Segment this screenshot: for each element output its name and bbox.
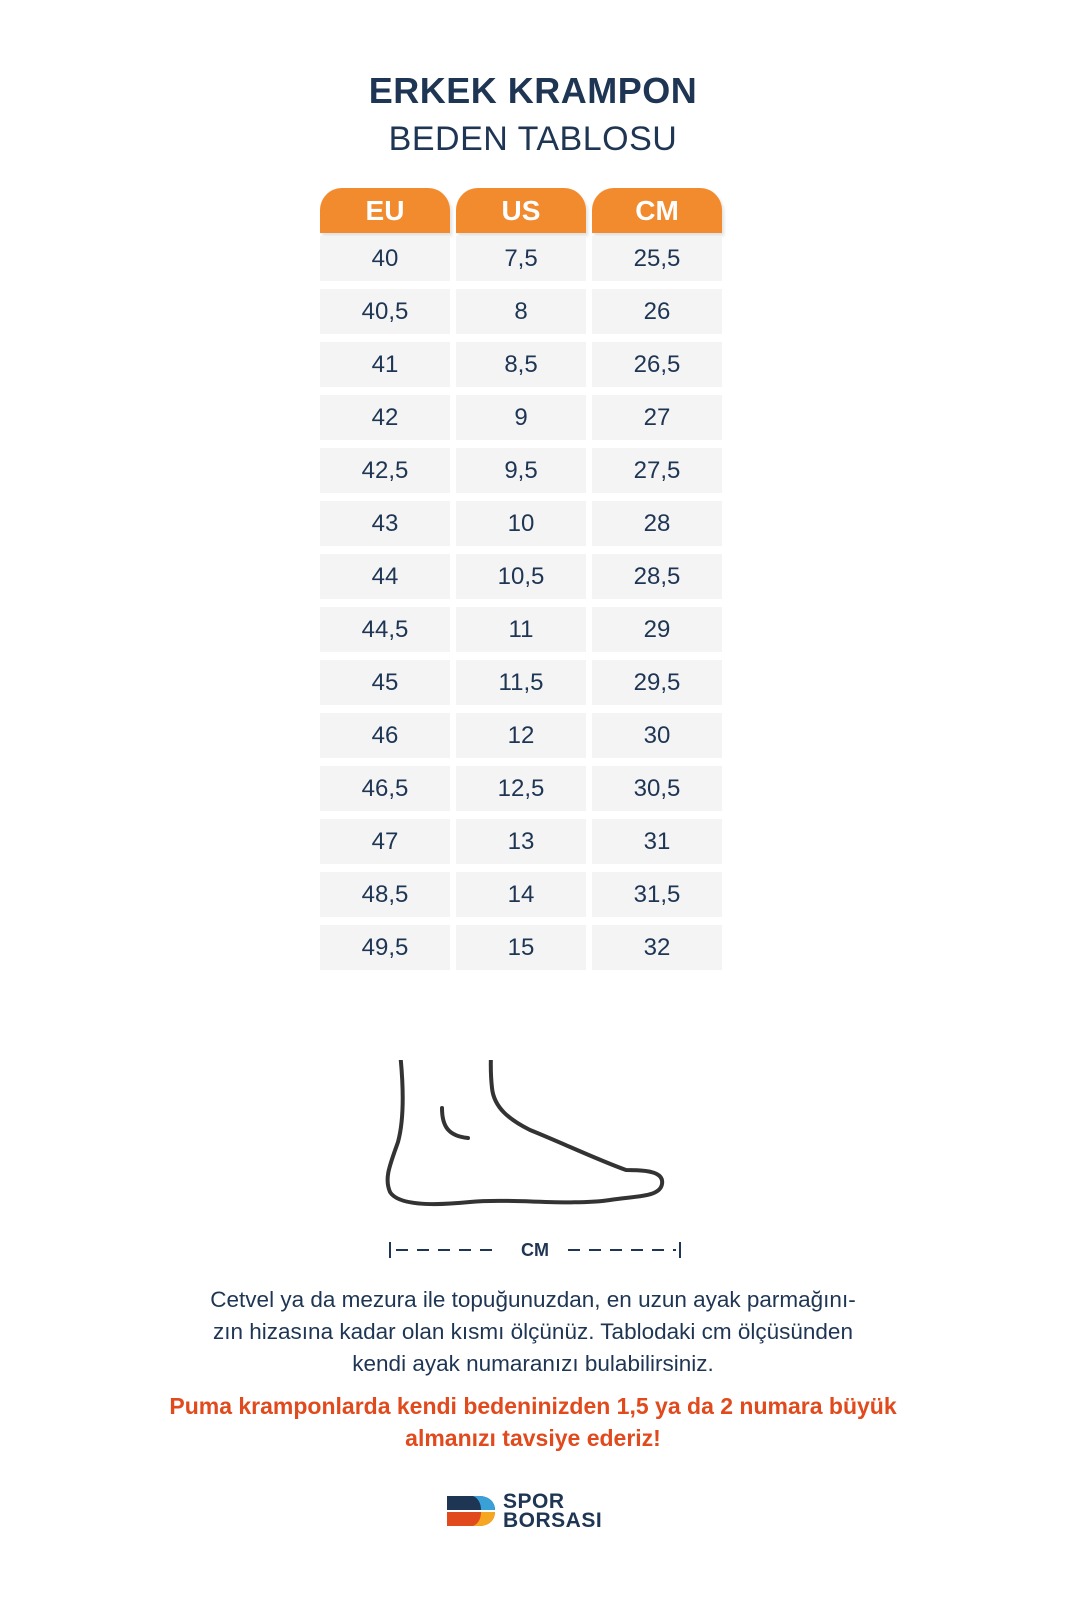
warning-line: Puma kramponlarda kendi bedeninizden 1,5 ya da 2 numara büyük xyxy=(169,1393,897,1419)
brand-line-2: BORSASI xyxy=(503,1509,603,1532)
cell-us: 11,5 xyxy=(456,660,586,705)
cell-eu: 41 xyxy=(320,342,450,387)
cell-us: 12,5 xyxy=(456,766,586,811)
table-row xyxy=(320,236,722,281)
column-header-cm: CM xyxy=(592,188,722,233)
cell-eu: 42 xyxy=(320,395,450,440)
brand-line-1: SPOR xyxy=(503,1490,565,1513)
cell-cm: 26,5 xyxy=(592,342,722,387)
instruction-line: zın hizasına kadar olan kısmı ölçünüz. Tablodaki cm ölçüsünden xyxy=(213,1319,853,1344)
cell-cm: 30 xyxy=(592,713,722,758)
size-table-body xyxy=(320,236,722,970)
cell-us: 10,5 xyxy=(456,554,586,599)
cell-eu: 43 xyxy=(320,501,450,546)
cell-us: 15 xyxy=(456,925,586,970)
brand-logo xyxy=(445,1492,625,1536)
cell-eu: 48,5 xyxy=(320,872,450,917)
table-row xyxy=(320,448,722,493)
cell-us: 13 xyxy=(456,819,586,864)
cell-us: 8 xyxy=(456,289,586,334)
cell-us: 8,5 xyxy=(456,342,586,387)
brand-name xyxy=(503,1492,602,1530)
cell-cm: 28,5 xyxy=(592,554,722,599)
cell-cm: 27,5 xyxy=(592,448,722,493)
table-row xyxy=(320,554,722,599)
table-row xyxy=(320,289,722,334)
cell-eu: 42,5 xyxy=(320,448,450,493)
cell-eu: 46,5 xyxy=(320,766,450,811)
table-row xyxy=(320,342,722,387)
cell-us: 11 xyxy=(456,607,586,652)
cell-cm: 29 xyxy=(592,607,722,652)
cell-eu: 49,5 xyxy=(320,925,450,970)
page-subtitle: BEDEN TABLOSU xyxy=(388,120,678,158)
brand-mark-icon xyxy=(445,1494,497,1528)
cell-cm: 27 xyxy=(592,395,722,440)
size-warning xyxy=(120,1390,946,1454)
cell-cm: 25,5 xyxy=(592,236,722,281)
table-row xyxy=(320,713,722,758)
table-row xyxy=(320,872,722,917)
cell-cm: 26 xyxy=(592,289,722,334)
warning-line: almanızı tavsiye ederiz! xyxy=(405,1425,661,1451)
cell-eu: 45 xyxy=(320,660,450,705)
cell-us: 9,5 xyxy=(456,448,586,493)
cell-us: 12 xyxy=(456,713,586,758)
table-row xyxy=(320,660,722,705)
cell-cm: 32 xyxy=(592,925,722,970)
cell-eu: 40 xyxy=(320,236,450,281)
cell-us: 7,5 xyxy=(456,236,586,281)
foot-outline-icon xyxy=(370,1060,690,1230)
table-row xyxy=(320,819,722,864)
cell-cm: 28 xyxy=(592,501,722,546)
instruction-line: Cetvel ya da mezura ile topuğunuzdan, en uzun ayak parmağını- xyxy=(210,1287,856,1312)
size-table-header xyxy=(320,188,722,236)
table-row xyxy=(320,766,722,811)
column-header-us: US xyxy=(456,188,586,233)
page-title: ERKEK KRAMPON xyxy=(368,70,698,111)
instruction-line: kendi ayak numaranızı bulabilirsiniz. xyxy=(352,1351,714,1376)
measure-label: CM xyxy=(521,1240,549,1260)
cell-eu: 47 xyxy=(320,819,450,864)
cell-eu: 44,5 xyxy=(320,607,450,652)
cell-eu: 40,5 xyxy=(320,289,450,334)
table-row xyxy=(320,395,722,440)
cell-us: 9 xyxy=(456,395,586,440)
column-header-eu: EU xyxy=(320,188,450,233)
measuring-instructions xyxy=(150,1284,916,1380)
table-row xyxy=(320,501,722,546)
cell-eu: 44 xyxy=(320,554,450,599)
cell-eu: 46 xyxy=(320,713,450,758)
cell-us: 10 xyxy=(456,501,586,546)
cell-us: 14 xyxy=(456,872,586,917)
size-table xyxy=(320,188,722,978)
cell-cm: 31 xyxy=(592,819,722,864)
table-row xyxy=(320,607,722,652)
cell-cm: 29,5 xyxy=(592,660,722,705)
table-row xyxy=(320,925,722,970)
measurement-indicator xyxy=(388,1238,682,1266)
cell-cm: 30,5 xyxy=(592,766,722,811)
cell-cm: 31,5 xyxy=(592,872,722,917)
